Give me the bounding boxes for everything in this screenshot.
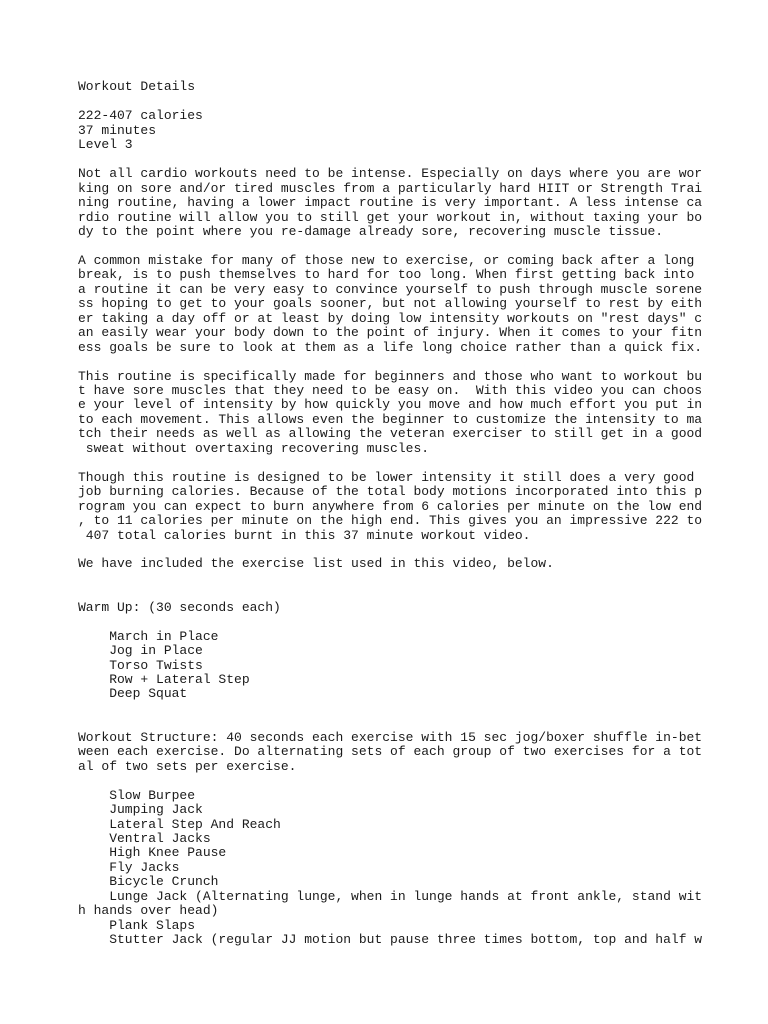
document-text: Workout Details 222-407 calories 37 minutes Level 3 Not all cardio workouts need to be intense. Especially on days where you are wor king on sore and/or tired muscles from a particularly hard HIIT or Strength Trai ning routine, having a lower impact routine is very important. A less intense ca rdio routine will allow you to still get your workout in, without taxing your bo dy to the point where you re-damage already sore, recovering muscle tissue. A common mistake for many of those new to exercise, or coming back after a long break, is to push themselves to hard for too long. When first getting back into a routine it can be very easy to convince yourself to push through muscle sorene ss hoping to get to your goals sooner, but not allowing yourself to rest by eith er taking a day off or at least by doing low intensity workouts on "rest days" c an easily wear your body down to the point of injury. When it comes to your fitn ess goals be sure to look at them as a life long choice rather than a quick fix. This routine is specifically made for beginners and those who want to workout bu t have sore muscles that they need to be easy on. With this video you can choos e your level of intensity by how quickly you move and how much effort you put in to each movement. This allows even the beginner to customize the intensity to ma tch their needs as well as allowing the veteran exerciser to still get in a good sweat without overtaxing recovering muscles. Though this routine is designed to be lower intensity it still does a very good job burning calories. Because of the total body motions incorporated into this p rogram you can expect to burn anywhere from 6 calories per minute on the low end , to 11 calories per minute on the high end. This gives you an impressive 222 to 407 total calories burnt in this 37 minute workout video. We have included the exercise list used in this video, below. Warm Up: (30 seconds each) March in Place Jog in Place Torso Twists Row + Lateral Step Deep Squat Workout Structure: 40 seconds each exercise with 15 sec jog/boxer shuffle in-bet ween each exercise. Do alternating sets of each group of two exercises for a tot al of two sets per exercise. Slow Burpee Jumping Jack Lateral Step And Reach Ventral Jacks High Knee Pause Fly Jacks Bicycle Crunch Lunge Jack (Alternating lunge, when in lunge hands at front ankle, stand wit h hands over head) Plank Slaps Stutter Jack (regular JJ motion but pause three times bottom, top and half w [78,79,703,948]
